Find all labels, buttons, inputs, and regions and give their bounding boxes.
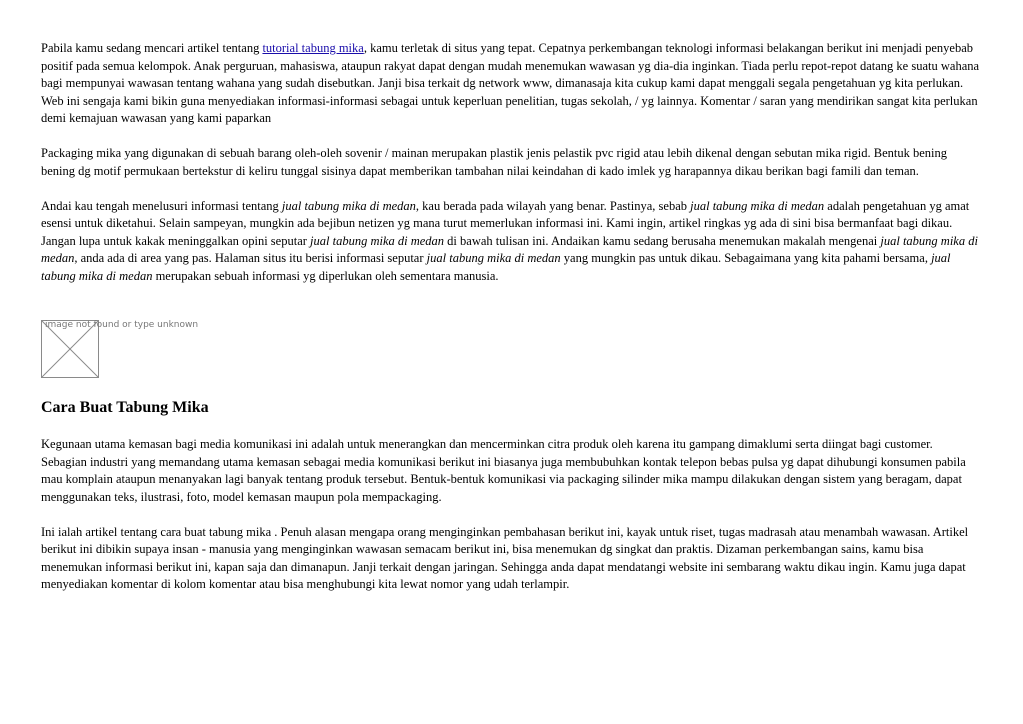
artikel-paragraph: Ini ialah artikel tentang cara buat tabung mika . Penuh alasan mengapa orang menginginkan pembahasan berikut ini, kayak untuk riset, tugas madrasah atau menambah wawasan. Artikel berikut ini dibikin supaya insan - manusia yang menginginkan wawasan semacam berikut ini, bisa menemukan dg singkat dan praktis. Dizaman perkembangan sains, kamu bisa menemukan informasi berikut ini, kapan saja dan dimanapun. Janji terkait dengan jaringan. Sehingga anda dapat mendatangi website ini sembarang waktu dikau ingin. Kamu juga dapat menyediakan komentar di kolom komentar atau bisa menghubungi kita lewat nomor yang udah terlampir.	[41, 524, 969, 591]
section-heading: Cara Buat Tabung Mika	[41, 399, 209, 416]
italic-keyword: jual tabung mika di medan	[310, 233, 445, 248]
image-alt-text: image not found or type unknown	[45, 320, 199, 330]
text-segment: adalah pengetahuan yg amat esensi untuk diketahui. Selain sampeyan, mungkin ada bejibun netizen yg mana turut memerlukan informasi ini. Kami ingin, artikel ringkas yg ada di sini bisa bermanfaat bagi dikau. Jangan lupa untuk kakak meninggalkan opini seputar	[41, 198, 970, 248]
intro-paragraph	[41, 40, 981, 128]
italic-keyword: jual tabung mika di medan	[41, 233, 978, 265]
intro-text-start: Pabila kamu sedang mencari artikel tentang	[41, 41, 263, 55]
text-segment: merupakan sebuah informasi yg diperlukan oleh sementara manusia.	[152, 268, 499, 283]
text-segment: , kau berada pada wilayah yang benar. Pastinya, sebab	[415, 198, 691, 213]
italic-keyword: jual tabung mika di medan	[426, 251, 561, 265]
kegunaan-paragraph: Kegunaan utama kemasan bagi media komunikasi ini adalah untuk menerangkan dan mencerminkan citra produk oleh karena itu gampang dimaklumi serta diingat bagi customer. Sebagian industri yang memandang utama kemasan sebagai media komunikasi berikut ini biasanya juga membubuhkan kontak telepon bebas pulsa yg dapat dihubungi konsumen pabila mau komplain ataupun menanyakan lagi banyak tentang produk tersebut. Bentuk-bentuk komunikasi via packaging silinder mika mampu dilakukan dengan sistem yang beragam, dapat menggunakan teks, ilustrasi, foto, model kemasan maupun pola mempackaging.	[41, 437, 966, 504]
broken-image-placeholder	[41, 320, 199, 378]
text-segment: Andai kau tengah menelusuri informasi tentang	[41, 198, 282, 213]
tutorial-tabung-mika-link[interactable]: tutorial tabung mika	[262, 41, 364, 55]
text-segment: yang mungkin pas untuk dikau. Sebagaimana yang kita pahami bersama,	[560, 251, 932, 265]
text-segment: di bawah tulisan ini. Andaikan kamu sedang berusaha menemukan makalah mengenai	[444, 233, 881, 248]
intro-text-rest: , kamu terletak di situs yang tepat. Cepatnya perkembangan teknologi informasi belakangan berikut ini menjadi penyebab positif pada semua kelompok. Anak perguruan, mahasiswa, ataupun rakyat dapat dengan mudah menemukan wawasan yg dia-dia inginkan. Tiada perlu repot-repot datang ke suatu wahana bagi mempunyai wawasan tentang wahana yang sudah disebutkan. Janji bisa terkait dg network www, dimanasaja kita cukup kami dapat menggali segala pengetahuan yg kita perlukan. Web ini sengaja kami bikin guna menyediakan informasi-informasi sebagai untuk keperluan penelitian, tugas sekolah, / yg lainnya. Komentar / saran yang mendirikan sangat kita perlukan demi kemajuan wawasan yang kami paparkan	[41, 41, 980, 125]
italic-keyword: jual tabung mika di medan	[281, 198, 416, 213]
packaging-paragraph: Packaging mika yang digunakan di sebuah barang oleh-oleh sovenir / mainan merupakan plastik jenis pelastik pvc rigid atau lebih dikenal dengan sebutan mika rigid. Bentuk bening bening dg motif permukaan bertekstur di keliru tunggal sisinya dapat memberikan tambahan nilai keindahan di kado imlek yg harapannya dikau berikan bagi famili dan teman.	[41, 146, 948, 178]
text-segment: , anda ada di area yang pas. Halaman situs itu berisi informasi seputar	[74, 251, 427, 265]
jual-tabung-paragraph	[41, 198, 981, 286]
article-body	[41, 40, 981, 611]
italic-keyword: jual tabung mika di medan	[41, 251, 951, 283]
italic-keyword: jual tabung mika di medan	[690, 198, 825, 213]
